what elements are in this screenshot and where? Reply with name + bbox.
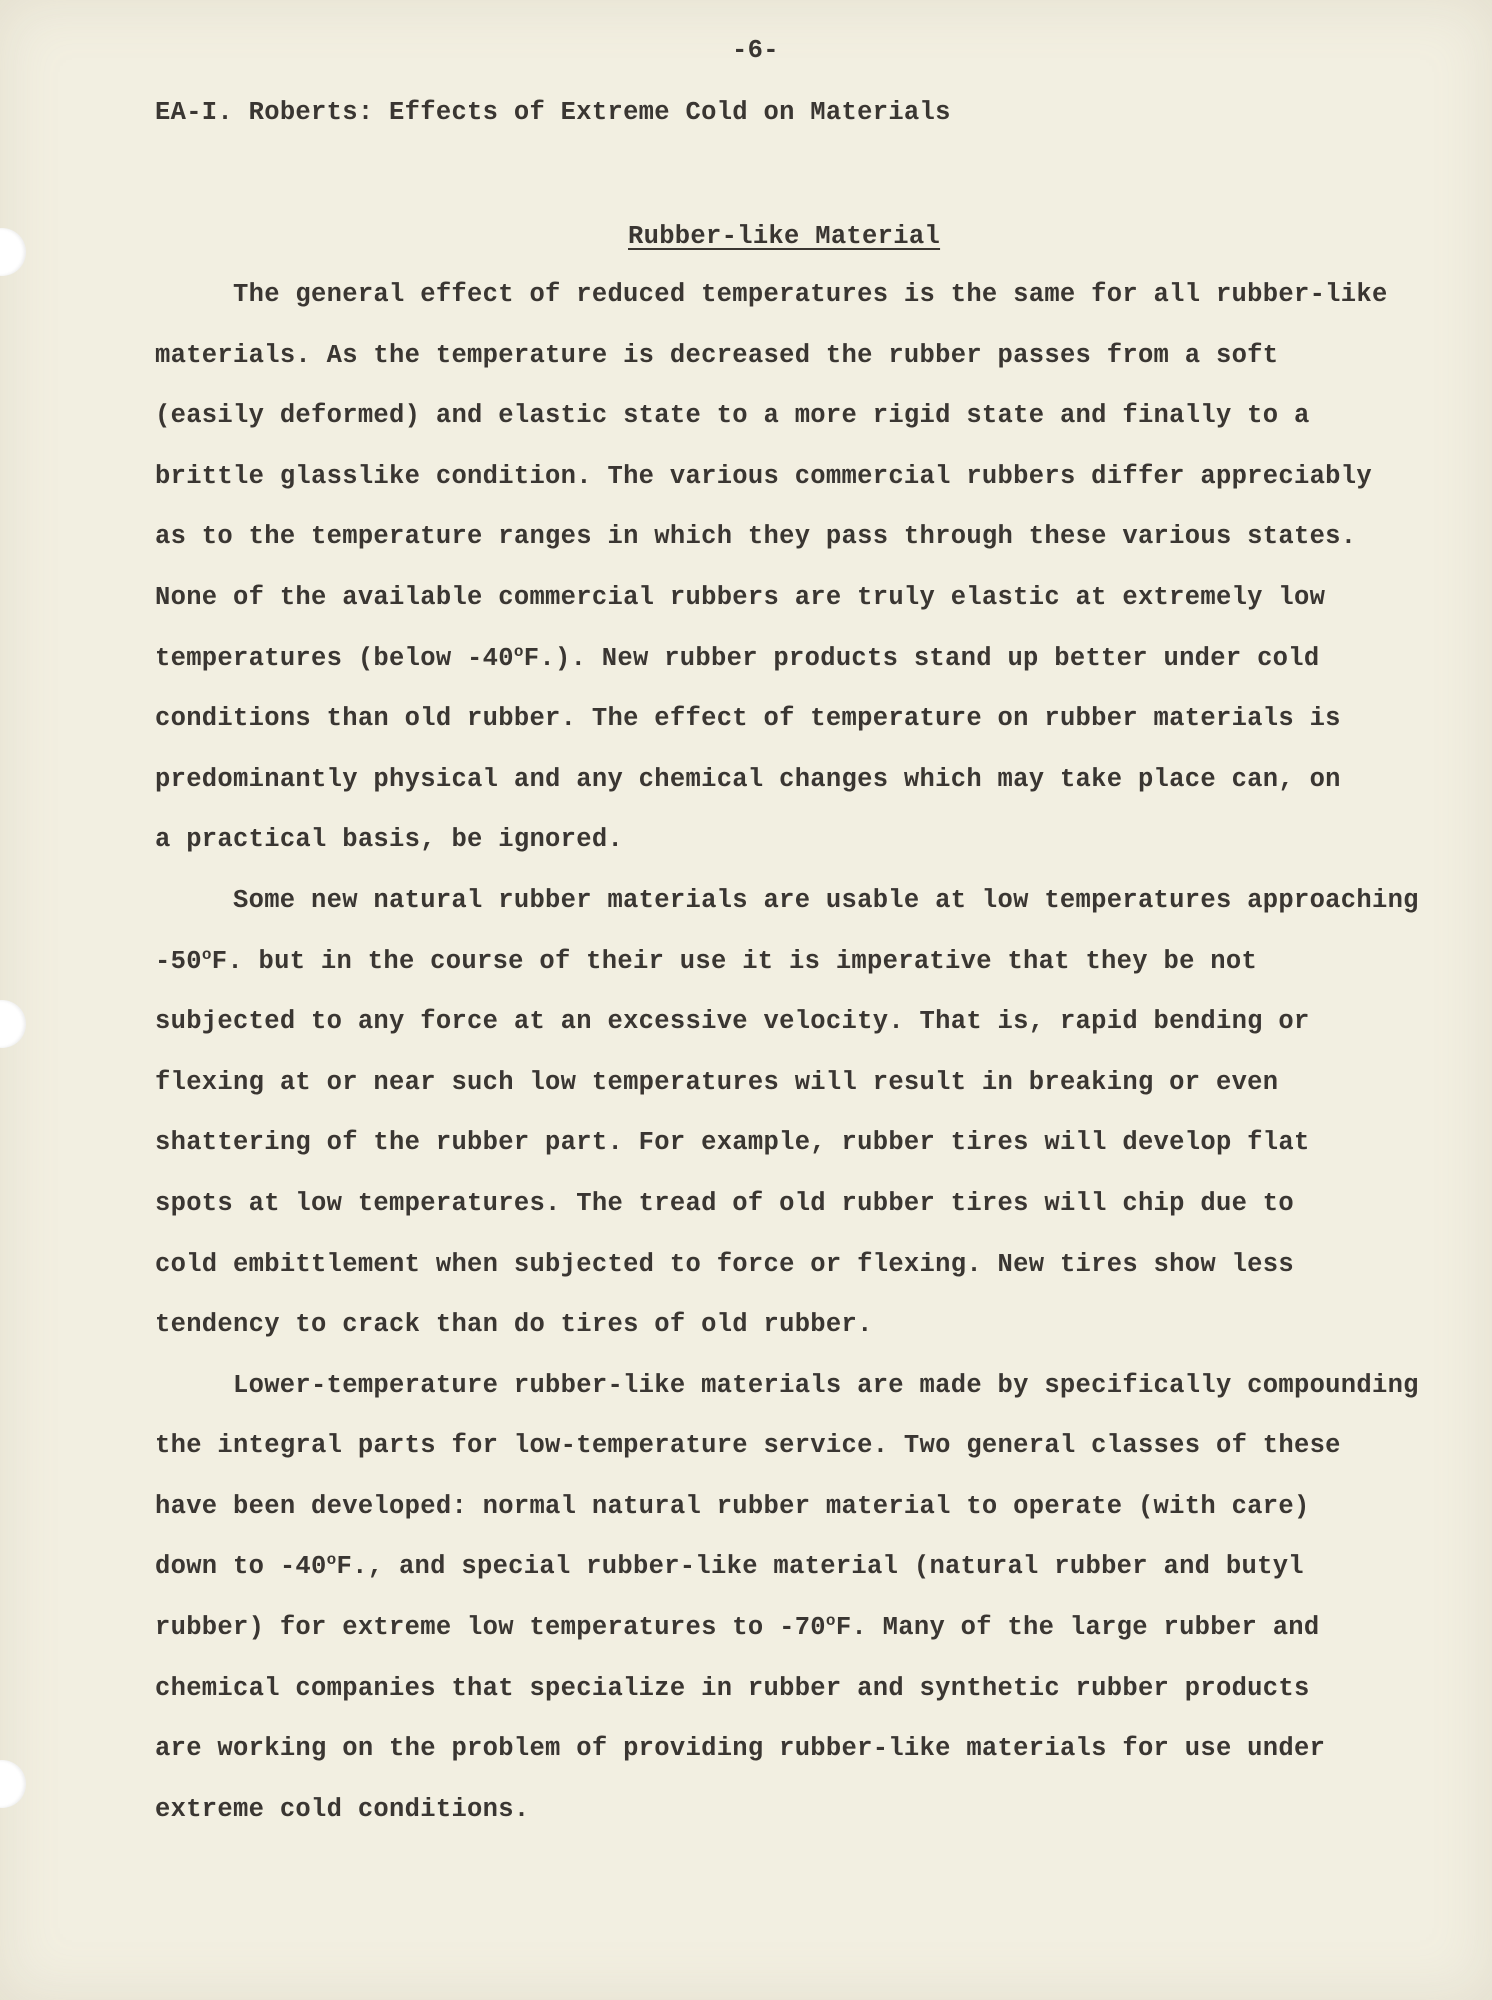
text-segment: -50 [155, 946, 202, 976]
text-segment: temperatures (below -40 [155, 643, 514, 673]
text-line: a practical basis, be ignored. [155, 825, 624, 855]
text-line: spots at low temperatures. The tread of old rubber tires will chip due to [155, 1188, 1294, 1218]
text-line: tendency to crack than do tires of old rubber. [155, 1310, 873, 1340]
text-line: brittle glasslike condition. The various commercial rubbers differ appreciably [155, 461, 1372, 491]
text-line: flexing at or near such low temperatures will result in breaking or even [155, 1067, 1279, 1097]
punch-hole-top [0, 228, 26, 276]
degree-mark: o [326, 1551, 337, 1570]
text-segment: F.). New rubber products stand up better under cold [523, 643, 1320, 673]
text-line: (easily deformed) and elastic state to a more rigid state and finally to a [155, 401, 1310, 431]
text-line: conditions than old rubber. The effect of temperature on rubber materials is [155, 704, 1341, 734]
text-line: Lower-temperature rubber-like materials are made by specifically compounding [233, 1370, 1419, 1400]
text-line: None of the available commercial rubbers are truly elastic at extremely low [155, 582, 1326, 612]
degree-mark: o [513, 642, 524, 661]
text-segment: rubber) for extreme low temperatures to -70 [155, 1613, 826, 1643]
text-segment: F. Many of the large rubber and [835, 1613, 1320, 1643]
text-line: Some new natural rubber materials are usable at low temperatures approaching [233, 885, 1419, 915]
text-line: have been developed: normal natural rubber material to operate (with care) [155, 1491, 1310, 1521]
text-line: subjected to any force at an excessive velocity. That is, rapid bending or [155, 1007, 1310, 1037]
text-line: shattering of the rubber part. For example, rubber tires will develop flat [155, 1128, 1310, 1158]
text-line: as to the temperature ranges in which they pass through these various states. [155, 522, 1357, 552]
punch-hole-bottom [0, 1760, 26, 1808]
text-line: predominantly physical and any chemical changes which may take place can, on [155, 764, 1341, 794]
text-line: the integral parts for low-temperature service. Two general classes of these [155, 1431, 1341, 1461]
punch-hole-middle [0, 1000, 26, 1048]
text-line [155, 644, 1405, 705]
text-line: chemical companies that specialize in rubber and synthetic rubber products [155, 1673, 1310, 1703]
degree-mark: o [825, 1612, 836, 1631]
text-line: cold embittlement when subjected to force or flexing. New tires show less [155, 1249, 1294, 1279]
text-line: extreme cold conditions. [155, 1794, 530, 1824]
page-number: -6- [732, 36, 779, 65]
text-segment: F. but in the course of their use it is imperative that they be not [211, 946, 1258, 976]
degree-mark: o [201, 945, 212, 964]
text-line [155, 1613, 1405, 1674]
text-line: are working on the problem of providing rubber-like materials for use under [155, 1734, 1326, 1764]
section-heading: Rubber-like Material [628, 222, 941, 251]
text-segment: down to -40 [155, 1552, 327, 1582]
running-header: EA-I. Roberts: Effects of Extreme Cold on Materials [155, 98, 951, 127]
text-line [155, 1552, 1405, 1613]
text-line: materials. As the temperature is decreased the rubber passes from a soft [155, 340, 1279, 370]
text-segment: F., and special rubber-like material (natural rubber and butyl [336, 1552, 1304, 1582]
body-text [155, 280, 1419, 1855]
text-line [155, 947, 1405, 1008]
text-line: The general effect of reduced temperatures is the same for all rubber-like [233, 280, 1388, 309]
